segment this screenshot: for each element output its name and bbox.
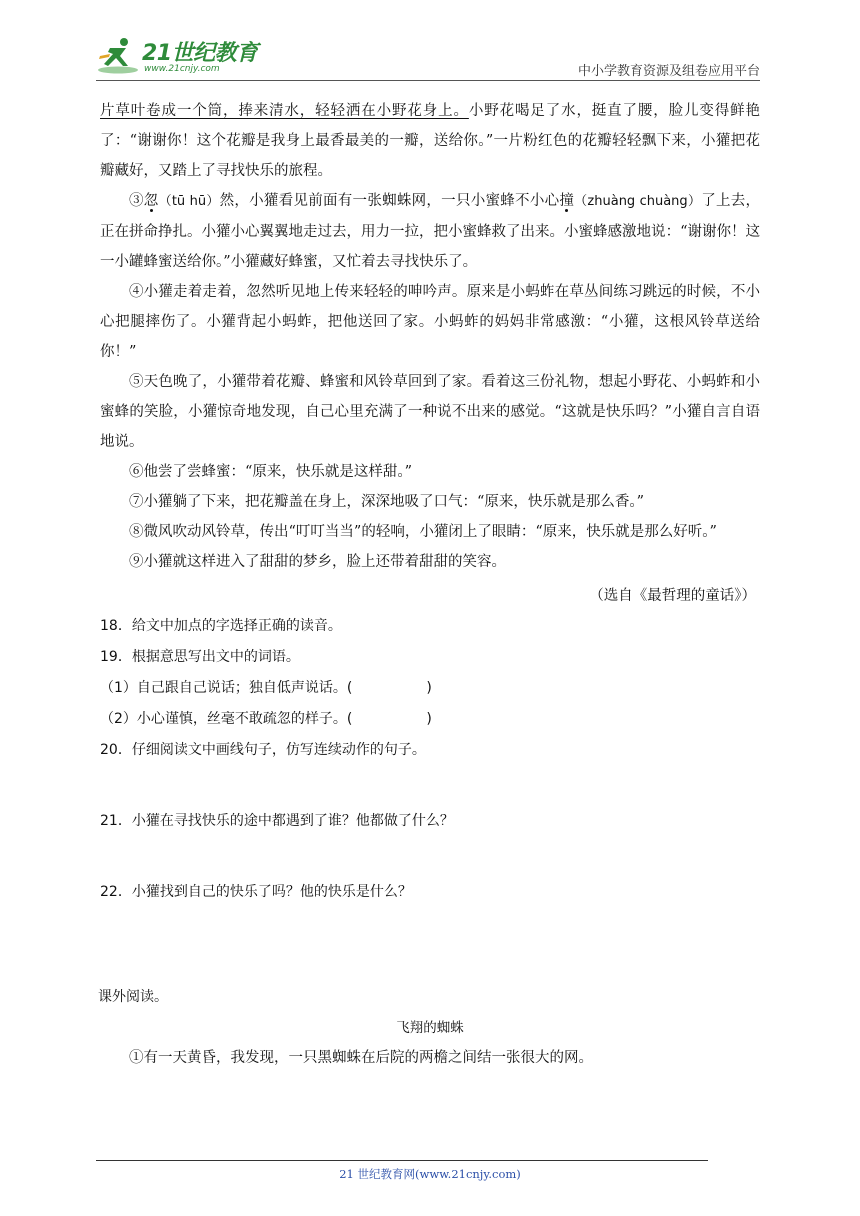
source-citation: （选自《最哲理的童话》） xyxy=(589,588,756,604)
answer-space[interactable] xyxy=(100,908,760,982)
passage-paragraph-7: ⑦小獾躺了下来，把花瓣盖在身上，深深地吸了口气：“原来，快乐就是那么香。” xyxy=(129,494,645,510)
dotted-character: 撞 xyxy=(559,193,575,209)
site-logo[interactable] xyxy=(96,34,276,78)
footer-link[interactable]: 21 世纪教育网(www.21cnjy.com) xyxy=(339,1167,521,1181)
question-text: （2）小心谨慎，丝毫不敢疏忽的样子。( xyxy=(100,711,353,727)
question-19: 19．根据意思写出文中的词语。 xyxy=(100,649,300,665)
underlined-sentence: 片草叶卷成一个筒，捧来清水，轻轻洒在小野花身上。 xyxy=(100,103,469,119)
question-19-1 xyxy=(100,673,760,704)
answer-space[interactable] xyxy=(100,766,760,806)
close-paren: ) xyxy=(426,711,432,727)
runner-logo-icon xyxy=(96,36,142,76)
question-19-2 xyxy=(100,704,760,735)
question-21: 21．小獾在寻找快乐的途中都遇到了谁？他都做了什么？ xyxy=(100,813,454,829)
pinyin-options: （zhuàng chuàng） xyxy=(574,194,702,209)
passage-paragraph-5: ⑤天色晚了，小獾带着花瓣、蜂蜜和风铃草回到了家。看着这三份礼物，想起小野花、小蚂蚱和小蜜蜂的笑脸，小獾惊奇地发现，自己心里充满了一种说不出来的感觉。“这就是快乐吗？”小獾自言自语地说。 xyxy=(100,374,760,450)
main-content xyxy=(100,96,760,1073)
passage-paragraph-8: ⑧微风吹动风铃草，传出“叮叮当当”的轻响，小獾闭上了眼睛：“原来，快乐就是那么好听。” xyxy=(129,524,717,540)
passage-paragraph-2-continued xyxy=(100,96,760,186)
question-18: 18．给文中加点的字选择正确的读音。 xyxy=(100,618,342,634)
paragraph-number: ③ xyxy=(129,193,144,209)
passage-paragraph-3 xyxy=(100,186,760,277)
logo-text: 21世纪教育 xyxy=(142,41,258,66)
close-paren: ) xyxy=(426,680,432,696)
section-label: 课外阅读。 xyxy=(98,989,168,1005)
question-text: （1）自己跟自己说话；独自低声说话。( xyxy=(100,680,353,696)
footer-divider xyxy=(96,1160,708,1161)
question-20: 20．仔细阅读文中画线句子，仿写连续动作的句子。 xyxy=(100,742,426,758)
logo-url: www.21cnjy.com xyxy=(144,64,220,74)
pinyin-options: （tū hū） xyxy=(158,194,220,209)
article-title: 飞翔的蜘蛛 xyxy=(396,1020,464,1036)
paragraph-text: 然，小獾看见前面有一张蜘蛛网，一只小蜜蜂不小心 xyxy=(219,193,560,209)
header-divider xyxy=(96,80,760,81)
passage-paragraph-6: ⑥他尝了尝蜂蜜：“原来，快乐就是这样甜。” xyxy=(129,464,413,480)
answer-space[interactable] xyxy=(100,837,760,877)
paragraph-text: 小野花喝足了水，挺直了腰，脸儿变得鲜艳了：“谢谢你！这个花瓣是我身上最香最美的一瓣，送给你。”一片粉红色的花瓣轻轻飘下来，小獾把花瓣藏好，又踏上了寻找快乐的旅程。 xyxy=(100,103,761,179)
paragraph-text: 了上去，正在拼命挣扎。小獾小心翼翼地走过去，用力一拉，把小蜜蜂救了出来。小蜜蜂感激地说：“谢谢你！这一小罐蜂蜜送给你。”小獾藏好蜂蜜，又忙着去寻找快乐了。 xyxy=(100,193,761,270)
dotted-character: 忽 xyxy=(143,193,159,209)
page-header xyxy=(96,34,760,80)
passage-paragraph-9: ⑨小獾就这样进入了甜甜的梦乡，脸上还带着甜甜的笑容。 xyxy=(129,554,506,570)
platform-name: 中小学教育资源及组卷应用平台 xyxy=(577,64,760,79)
article-paragraph-1: ①有一天黄昏，我发现，一只黑蜘蛛在后院的两檐之间结一张很大的网。 xyxy=(129,1050,593,1066)
passage-paragraph-4: ④小獾走着走着，忽然听见地上传来轻轻的呻吟声。原来是小蚂蚱在草丛间练习跳远的时候，不小心把腿摔伤了。小獾背起小蚂蚱，把他送回了家。小蚂蚱的妈妈非常感激：“小獾，这根风铃草送给你！” xyxy=(100,284,760,360)
question-22: 22．小獾找到自己的快乐了吗？他的快乐是什么？ xyxy=(100,884,412,900)
